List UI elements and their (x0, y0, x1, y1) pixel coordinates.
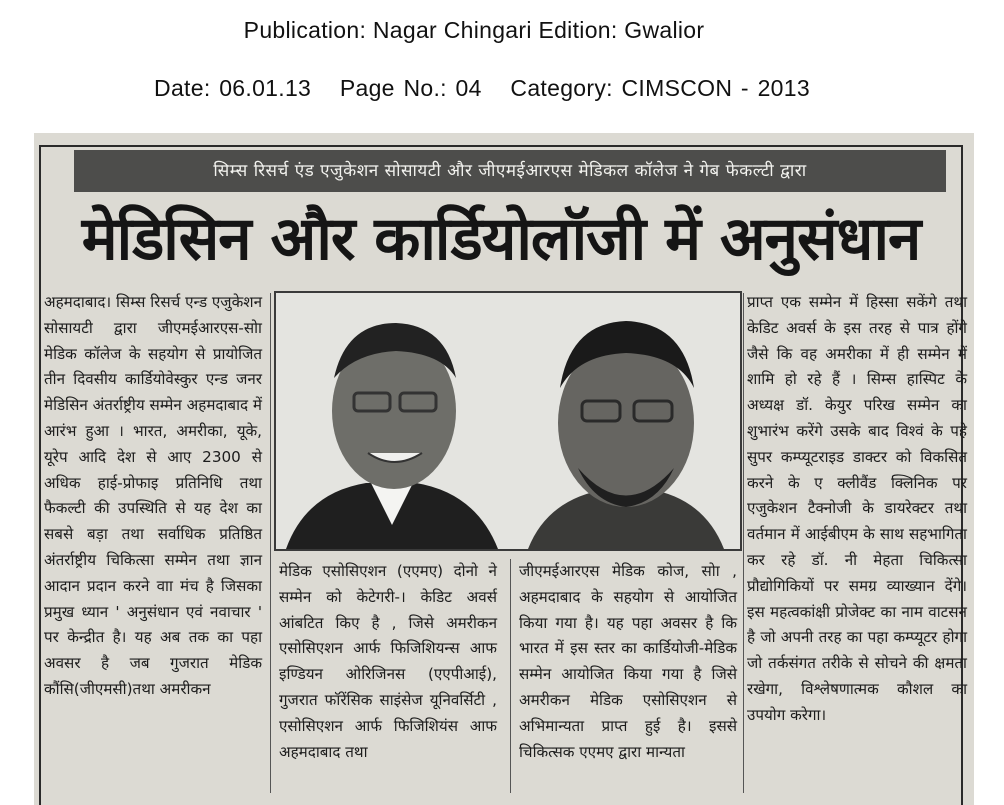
page-number-text: Page No.: 04 (339, 75, 482, 101)
column-divider (743, 293, 744, 793)
date-page-category-line (0, 75, 984, 102)
article-kicker: सिम्स रिसर्च एंड एजुकेशन सोसायटी और जीएमईआरएस मेडिकल कॉलेज ने गेब फेकल्टी द्वारा (74, 150, 946, 192)
article-photo-box (274, 291, 742, 551)
article-column-middle-2 (519, 559, 737, 765)
portrait-photo-right (508, 293, 740, 549)
article-headline: मेडिसिन और कार्डियोलॉजी में अनुसंधान (81, 204, 921, 274)
portrait-photo-left (276, 293, 508, 549)
article-column-right (747, 290, 967, 729)
column-divider (510, 559, 511, 793)
article-column-left (44, 290, 262, 703)
column-text: अहमदाबाद। सिम्स रिसर्च एन्ड एजुकेशन सोसायटी द्वारा जीएमईआरएस-सोा मेडिक कॉलेज के सहयोग से प्रायोजित तीन दिवसीय कार्डियोवेस्कुर एन्ड जनर मेडिसिन अंतर्राष्ट्रीय सम्मेन अहमदाबाद में आरंभ हुआ । भारत, अमरीका, यूके, यूरेप आदि देश से आए 2300 से अधिक हाई-प्रोफाइ प्रतिनिधि तथा फैकल्टी की उपस्थिति से यह देश का सबसे बड़ा तथा सर्वाधिक प्रतिष्ठित अंतर्राष्ट्रीय चिकित्सा सम्मेन तथा ज्ञान आदान प्रदान करने वाा मंच है जिसका प्रमुख ध्यान ' अनुसंधान एवं नवाचार ' पर केन्द्रीत है। यह अब तक का पहा अवसर है जब गुजरात मेडिक कौंसि(जीएमसी)तथा अमरीकन (44, 293, 262, 698)
date-text: Date: 06.01.13 (154, 75, 312, 101)
column-text: जीएमईआरएस मेडिक कोज, सोा , अहमदाबाद के सहयोग से आयोजित किया गया है। यह पहा अवसर है कि भारत में इस स्तर का कार्डियोजी-मेडिक सम्मेन आयोजित किया गया है जिसे अमरीकन मेडिक एसोसिएशन से अभिमान्यता प्राप्त हुई है। इससे चिकित्सक एएमए द्वारा मान्यता (519, 562, 737, 761)
newspaper-clipping (34, 133, 974, 805)
category-text: Category: CIMSCON - 2013 (510, 75, 810, 101)
column-divider (270, 293, 271, 793)
article-column-middle-1 (279, 559, 497, 765)
column-text: प्राप्त एक सम्मेन में हिस्सा सकेंगे तथा केडिट अवर्स के इस तरह से पात्र होंगे जैसे कि वह अमरीका में ही सम्मेन में शामि हो रहे हैं । सिम्स हास्पिट के अध्यक्ष डॉ. केयुर परिख सम्मेन का शुभारंभ करेंगे उसके बाद विश्वं के पहे सुपर कम्प्यूटराइड डाक्टर को विकसित करने के ए क्लीवैंड क्लिनिक पर एजुकेशन टैक्नोजी के डायरेक्टर तथा वर्तमान में आईबीएम के साथ सहभागिता कर रहे डॉ. नी मेहता चिकित्सा प्रौद्योगिकियों पर समग्र व्याख्यान देंगे। इस महत्वकांक्षी प्रोजेक्ट का नाम वाटसन है जो अपनी तरह का पहा कम्प्यूटर होगा जो तर्कसंगत तरीके से सोचने की क्षमता रखेगा, विश्लेषणात्मक कौशल का उपयोग करेगा। (747, 293, 967, 724)
publication-line: Publication: Nagar Chingari Edition: Gwalior (243, 17, 705, 43)
column-text: मेडिक एसोसिएशन (एएमए) दोनो ने सम्मेन को केटेगरी-। केडिट अवर्स आंबटित किए है , जिसे अमरीकन एसोसिएशन आर्फ फिजिशियन्स आफ इण्डियन ओरिजिनस (एएपीआई), गुजरात फॉरेंसिक साइंसेज यूनिवर्सिटी , एसोसिएशन आर्फ फिजिशियंस आफ अहमदाबाद तथा (279, 562, 497, 761)
